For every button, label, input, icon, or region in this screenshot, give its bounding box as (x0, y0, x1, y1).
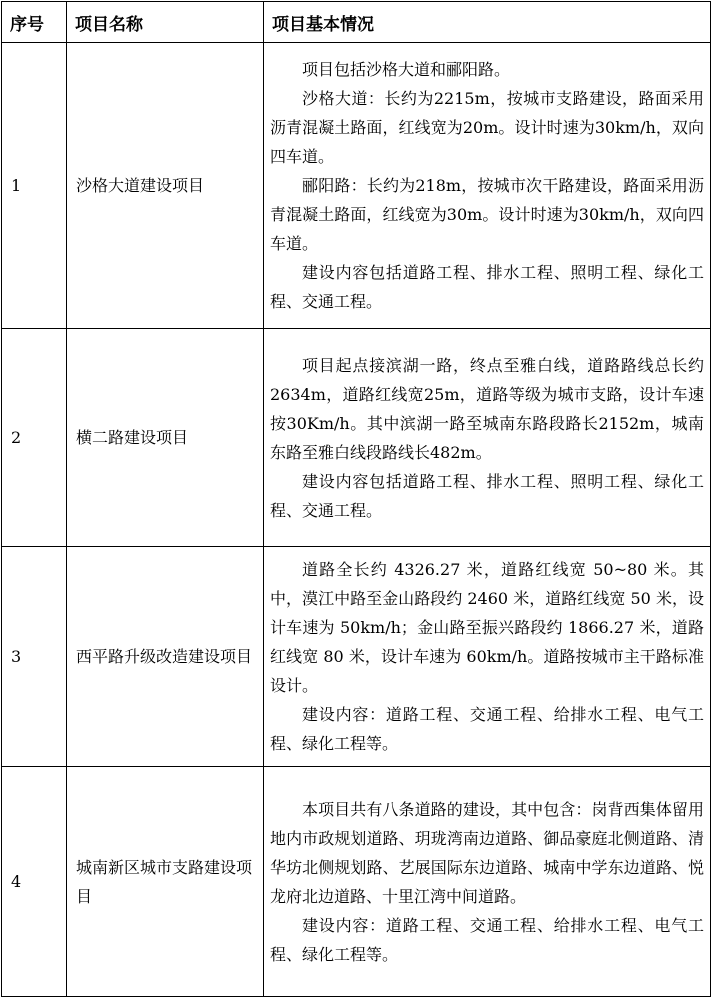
row-number: 1 (2, 43, 67, 329)
row-number: 3 (2, 547, 67, 767)
project-name: 沙格大道建设项目 (67, 43, 264, 329)
project-name: 西平路升级改造建设项目 (67, 547, 264, 767)
description-paragraph: 项目包括沙格大道和郦阳路。 (302, 60, 511, 79)
row-number: 2 (2, 329, 67, 547)
description-paragraph: 建设内容：道路工程、交通工程、给排水工程、电气工程、绿化工程等。 (270, 915, 704, 964)
description-paragraph: 沙格大道：长约为2215m，按城市支路建设，路面采用沥青混凝土路面，红线宽为20m。设计时速为30km/h，双向四车道。 (270, 89, 704, 166)
project-description (264, 547, 711, 767)
row-number: 4 (2, 767, 67, 997)
project-name: 横二路建设项目 (67, 329, 264, 547)
project-table (1, 1, 711, 997)
description-paragraph: 建设内容：道路工程、交通工程、给排水工程、电气工程、绿化工程等。 (270, 705, 704, 753)
description-paragraph: 郦阳路：长约为218m，按城市次干路建设，路面采用沥青混凝土路面，红线宽为30m。设计时速为30km/h，双向四车道。 (270, 176, 704, 253)
table-row (2, 43, 711, 329)
project-name: 城南新区城市支路建设项目 (67, 767, 264, 997)
table-row (2, 329, 711, 547)
table-row (2, 767, 711, 997)
header-serial-number: 序号 (2, 2, 67, 43)
description-paragraph: 项目起点接滨湖一路，终点至雅白线，道路路线总长约2634m，道路红线宽25m，道路等级为城市支路，设计车速按30Km/h。其中滨湖一路至城南东路段路长2152m，城南东路至雅白线段路线长482m。 (270, 355, 704, 462)
project-description (264, 43, 711, 329)
table-header-row (2, 2, 711, 43)
description-paragraph: 建设内容包括道路工程、排水工程、照明工程、绿化工程、交通工程。 (270, 263, 704, 311)
description-paragraph: 道路全长约 4326.27 米，道路红线宽 50~80 米。其中，漠江中路至金山路段约 2460 米，道路红线宽 50 米，设计车速为 50km/h；金山路至振兴路段约 1866.27 米，道路红线宽 80 米，设计车速为 60km/h。道路按城市主干路标准设计。 (270, 560, 704, 695)
table-row (2, 547, 711, 767)
description-paragraph: 本项目共有八条道路的建设，其中包含：岗背西集体留用地内市政规划道路、玥珑湾南边道路、御品豪庭北侧道路、清华坊北侧规划路、艺展国际东边道路、城南中学东边道路、悦龙府北边道路、十里江湾中间道路。 (270, 799, 704, 906)
header-project-overview: 项目基本情况 (264, 2, 711, 43)
project-description (264, 767, 711, 997)
header-project-name: 项目名称 (67, 2, 264, 43)
project-description (264, 329, 711, 547)
description-paragraph: 建设内容包括道路工程、排水工程、照明工程、绿化工程、交通工程。 (270, 471, 704, 520)
